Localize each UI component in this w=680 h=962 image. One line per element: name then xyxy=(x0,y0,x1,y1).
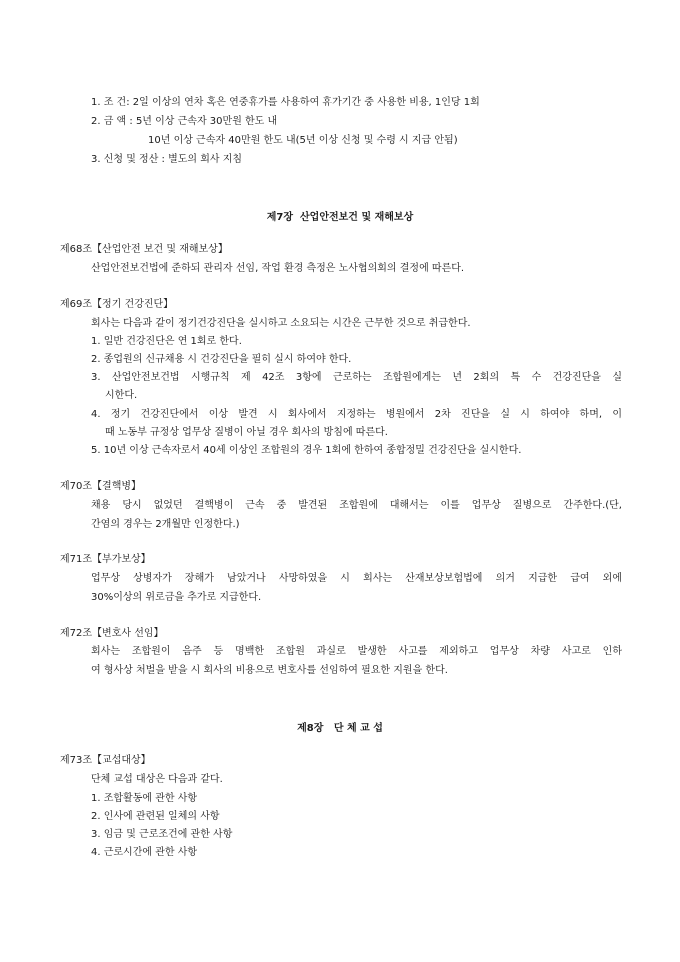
article-73-item-4: 4. 근로시간에 관한 사항 xyxy=(91,847,198,858)
chapter-8-title: 제8장 단 체 교 섭 xyxy=(297,723,383,734)
article-73-intro: 단체 교섭 대상은 다음과 같다. xyxy=(91,774,223,785)
article-69-item-5: 5. 10년 이상 근속자로서 40세 이상인 조합원의 경우 1회에 한하여 종합정밀 건강진단을 실시한다. xyxy=(91,445,522,456)
article-69-intro: 회사는 다음과 같이 정기건강진단을 실시하고 소요되는 시간은 근무한 것으로 취급한다. xyxy=(91,318,471,329)
article-73-item-1: 1. 조합활동에 관한 사항 xyxy=(91,793,198,804)
article-73-item-2: 2. 인사에 관련된 일체의 사항 xyxy=(91,811,220,822)
top-list-item-2-continuation: 10년 이상 근속자 40만원 한도 내(5년 이상 신청 및 수령 시 지급 안됨) xyxy=(148,135,458,146)
article-70-heading: 제70조【결핵병】 xyxy=(60,481,142,492)
article-71-body-line-2: 30%이상의 위로금을 추가로 지급한다. xyxy=(91,592,262,603)
article-68-body: 산업안전보건법에 준하되 관리자 선임, 작업 환경 측정은 노사협의회의 결정에 따른다. xyxy=(91,263,465,274)
article-68-heading: 제68조【산업안전 보건 및 재해보상】 xyxy=(60,244,228,255)
article-71-body-line-1: 업무상 상병자가 장해가 남았거나 사망하였을 시 회사는 산재보상보험법에 의거 지급한 급여 외에 xyxy=(91,573,622,584)
article-69-item-3: 3. 산업안전보건법 시행규칙 제 42조 3항에 근로하는 조합원에게는 년 2회의 특 수 건강진단을 실 xyxy=(91,372,622,383)
chapter-7-title: 제7장 산업안전보건 및 재해보상 xyxy=(266,212,414,223)
article-69-item-4: 4. 정기 건강진단에서 이상 발견 시 회사에서 지정하는 병원에서 2차 진단을 실 시 하여야 하며, 이 xyxy=(91,409,622,420)
article-71-heading: 제71조【부가보상】 xyxy=(60,554,151,565)
article-70-body-line-1: 채용 당시 없었던 결핵병이 근속 중 발견된 조합원에 대해서는 이를 업무상 질병으로 간주한다.(단, xyxy=(91,500,622,511)
top-list-item-1: 1. 조 건: 2일 이상의 연차 혹은 연중휴가를 사용하여 휴가기간 중 사용한 비용, 1인당 1회 xyxy=(91,97,480,108)
article-69-item-3-continuation: 시한다. xyxy=(105,390,138,401)
article-70-body-line-2: 간염의 경우는 2개월만 인정한다.) xyxy=(91,519,240,530)
article-73-item-3: 3. 임금 및 근로조건에 관한 사항 xyxy=(91,829,233,840)
article-69-item-4-continuation: 때 노동부 규정상 업무상 질병이 아닐 경우 회사의 방침에 따른다. xyxy=(105,427,388,438)
article-69-heading: 제69조【정기 건강진단】 xyxy=(60,299,174,310)
article-69-item-2: 2. 종업원의 신규채용 시 건강진단을 필히 실시 하여야 한다. xyxy=(91,354,352,365)
article-72-heading: 제72조【변호사 선임】 xyxy=(60,628,164,639)
article-72-body-line-2: 여 형사상 처벌을 받을 시 회사의 비용으로 변호사를 선임하여 필요한 지원을 한다. xyxy=(91,665,448,676)
article-72-body-line-1: 회사는 조합원이 음주 등 명백한 조합원 과실로 발생한 사고를 제외하고 업무상 차량 사고로 인하 xyxy=(91,646,622,657)
top-list-item-3: 3. 신청 및 정산 : 별도의 회사 지침 xyxy=(91,154,243,165)
article-69-item-1: 1. 일반 건강진단은 연 1회로 한다. xyxy=(91,336,242,347)
top-list-item-2: 2. 금 액 : 5년 이상 근속자 30만원 한도 내 xyxy=(91,116,278,127)
article-73-heading: 제73조【교섭대상】 xyxy=(60,755,151,766)
